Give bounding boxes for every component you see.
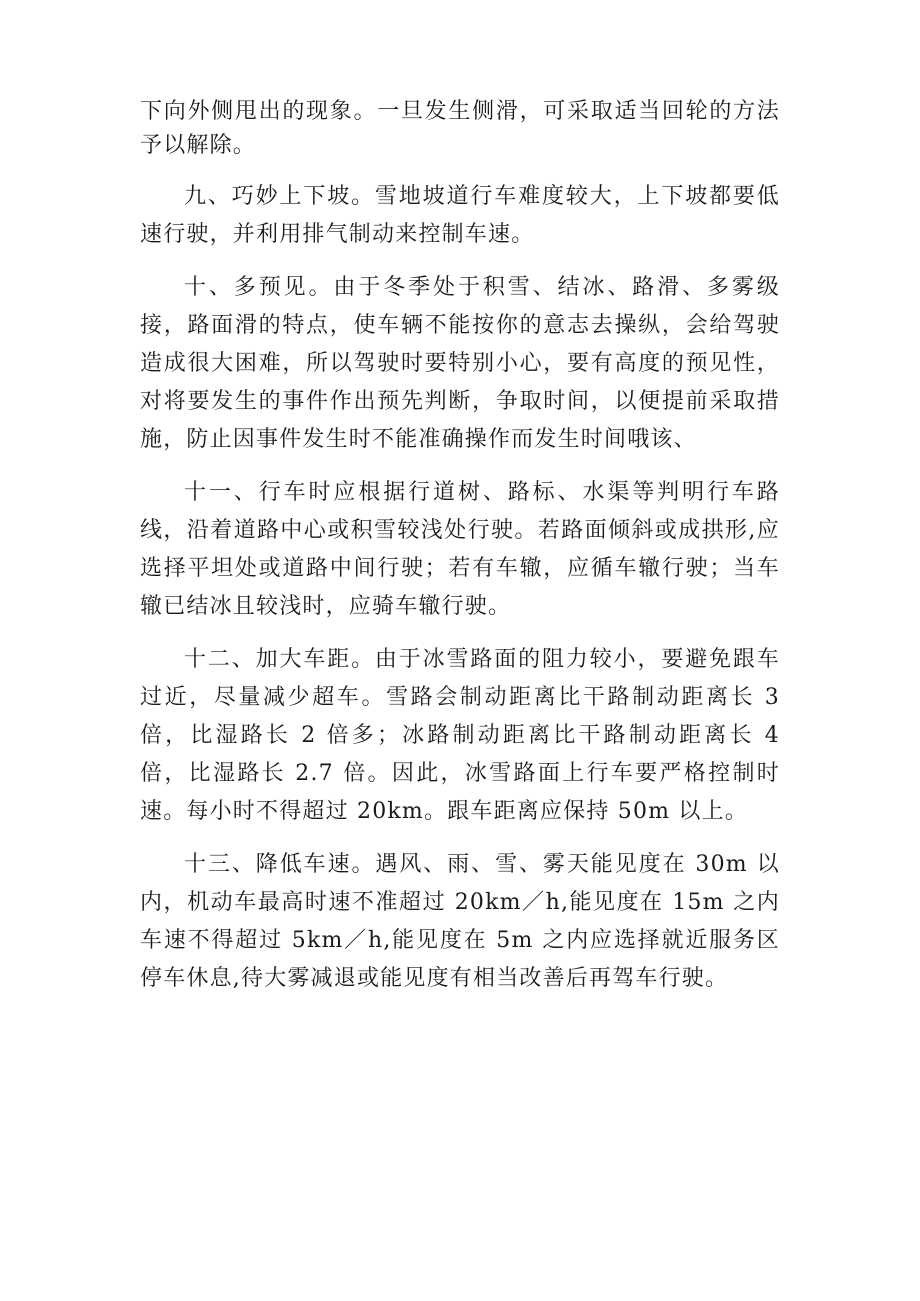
document-body [140,95,780,998]
paragraph-10-anticipation: 十、多预见。由于冬季处于积雪、结冰、路滑、多雾级接，路面滑的特点，使车辆不能按你的意志去操纵，会给驾驶造成很大困难，所以驾驶时要特别小心，要有高度的预见性，对将要发生的事件作出预先判断，争取时间，以便提前采取措施，防止因事件发生时不能准确操作而发生时间哦该、 [140,275,780,452]
paragraph-13-reduce-speed: 十三、降低车速。遇风、雨、雪、雾天能见度在 30m 以内，机动车最高时速不准超过 20km／h,能见度在 15m 之内车速不得超过 5km／h,能见度在 5m 之内应选择就近服务区停车休息,待大雾减退或能见度有相当改善后再驾车行驶。 [140,852,780,991]
paragraph-11-route: 十一、行车时应根据行道树、路标、水渠等判明行车路线，沿着道路中心或积雪较浅处行驶。若路面倾斜或成拱形,应选择平坦处或道路中间行驶；若有车辙，应循车辙行驶；当车辙已结冰且较浅时，应骑车辙行驶。 [140,480,780,619]
paragraph-12-following-distance: 十二、加大车距。由于冰雪路面的阻力较小，要避免跟车过近，尽量减少超车。雪路会制动距离比干路制动距离长 3 倍，比湿路长 2 倍多；冰路制动距离比干路制动距离长 4 倍，比湿路长 2.7 倍。因此，冰雪路面上行车要严格控制时速。每小时不得超过 20km。跟车距离应保持 50m 以上。 [140,647,780,824]
paragraph-sideslip-continuation: 下向外侧甩出的现象。一旦发生侧滑，可采取适当回轮的方法予以解除。 [140,99,780,158]
paragraph-9-slopes: 九、巧妙上下坡。雪地坡道行车难度较大，上下坡都要低速行驶，并利用排气制动来控制车速。 [140,184,780,247]
